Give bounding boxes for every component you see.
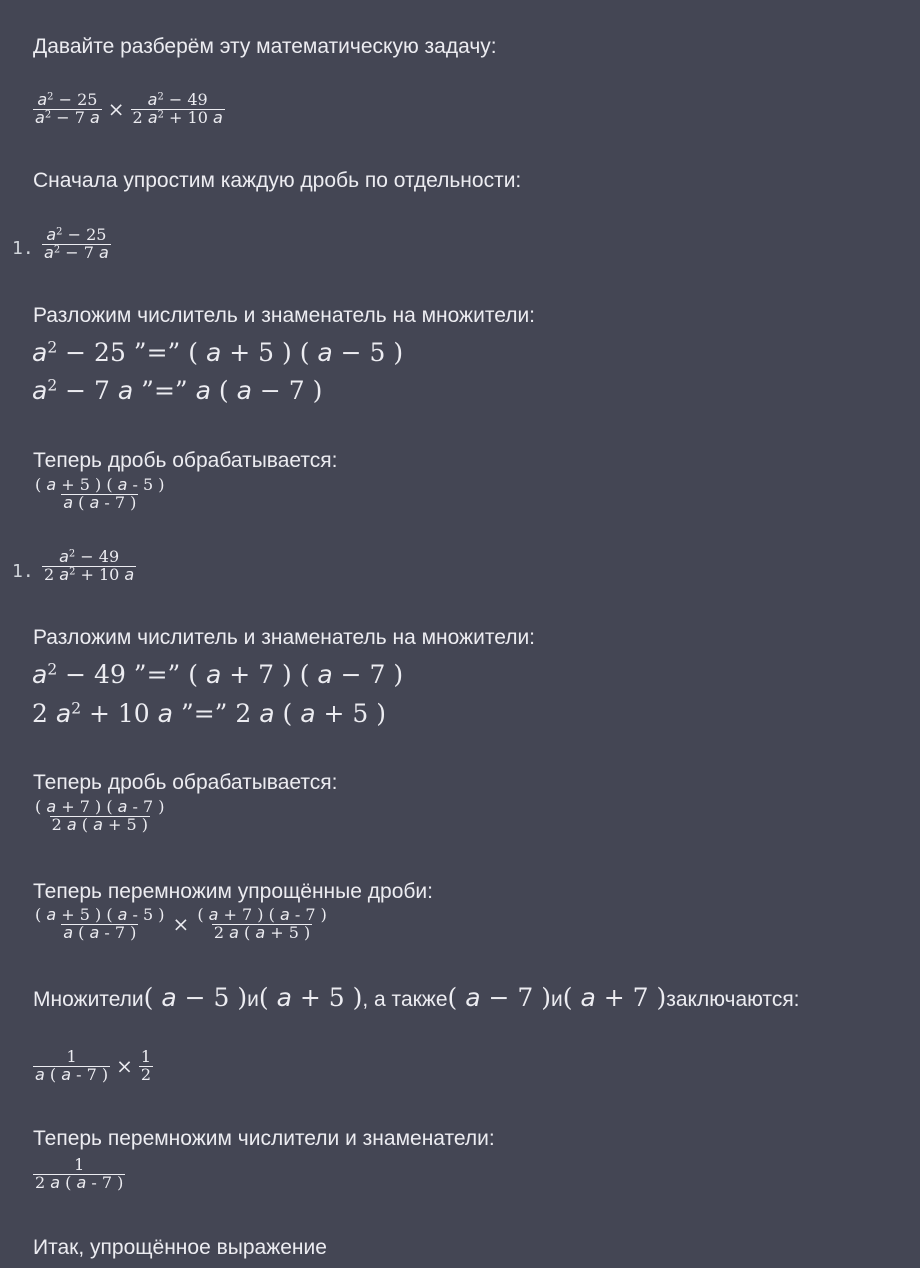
item2-result-text: Теперь дробь обрабатывается: xyxy=(33,771,338,794)
fraction-numerator: $a^2 - 49$ xyxy=(59,547,120,566)
multiply-sign: × xyxy=(116,1054,133,1079)
list-item-number: 1. xyxy=(12,238,34,259)
item2-equation-1: $a^2 - 49$ ”=” ( a + 7 ) ( a − 7 ) xyxy=(32,660,404,689)
fraction-numerator: 1 xyxy=(74,1155,85,1174)
fraction-denominator: a ( a - 7 ) xyxy=(35,1064,109,1084)
main-fraction-1 xyxy=(33,92,102,127)
fraction-denominator: $a^2 - 7$ a xyxy=(44,242,109,262)
fraction-denominator: 2 a ( a + 5 ) xyxy=(213,922,311,942)
fraction-numerator: $a^2 - 25$ xyxy=(37,90,98,109)
fraction-numerator: 1 xyxy=(66,1047,77,1066)
fraction-numerator: ( a + 5 ) ( a - 5 ) xyxy=(35,475,165,494)
multiply-sign: × xyxy=(107,97,125,122)
factor-a-minus-5: ( a − 5 ) xyxy=(143,983,248,1012)
factor-a-plus-7: ( a + 7 ) xyxy=(562,983,667,1012)
list-item-number: 1. xyxy=(12,561,34,582)
cancel-text-5: заключаются: xyxy=(666,988,800,1011)
item2-factor-text: Разложим числитель и знаменатель на множители: xyxy=(33,626,536,649)
cancel-line xyxy=(33,985,800,1013)
main-expression xyxy=(33,92,225,127)
fraction-numerator: ( a + 5 ) ( a - 5 ) xyxy=(35,905,165,924)
item1-fraction xyxy=(42,227,111,262)
cancel-text-3: , а также xyxy=(362,988,448,1011)
fraction-denominator: a ( a - 7 ) xyxy=(63,492,137,512)
fraction-numerator: $a^2 - 25$ xyxy=(46,225,107,244)
cancel-text-4: и xyxy=(551,988,563,1011)
conclusion-text: Итак, упрощённое выражение xyxy=(33,1236,327,1259)
item1-equation-2: $a^2 - 7$ a ”=” a ( a − 7 ) xyxy=(32,376,323,405)
item1-result-text: Теперь дробь обрабатывается: xyxy=(33,449,338,472)
fraction-numerator: 1 xyxy=(140,1047,152,1066)
fraction-denominator: 2 $a^2 + 10$ a xyxy=(44,564,135,584)
fraction-numerator: $a^2 - 49$ xyxy=(147,90,208,109)
item1-equation-1: $a^2 - 25$ ”=” ( a + 5 ) ( a − 5 ) xyxy=(32,338,404,367)
fraction-denominator: 2 xyxy=(140,1064,152,1084)
fraction-denominator: a ( a - 7 ) xyxy=(63,922,137,942)
fraction-denominator: $a^2 - 7$ a xyxy=(35,107,100,127)
item1-factor-text: Разложим числитель и знаменатель на множители: xyxy=(33,304,536,327)
item2-result-fraction xyxy=(33,799,167,834)
fraction-numerator: ( a + 7 ) ( a - 7 ) xyxy=(197,905,327,924)
fraction-denominator: 2 a ( a + 5 ) xyxy=(51,814,148,834)
cancel-expression xyxy=(33,1049,153,1084)
cancel-text-1: Множители xyxy=(33,988,144,1011)
fraction-denominator: 2 a ( a - 7 ) xyxy=(35,1172,124,1192)
multiply-expression xyxy=(33,907,329,942)
final-fraction xyxy=(33,1157,125,1192)
intro-text: Давайте разберём эту математическую задачу: xyxy=(33,35,497,58)
item2-fraction xyxy=(42,549,136,584)
fraction-denominator: 2 $a^2 + 10$ a xyxy=(132,107,223,127)
num-den-text: Теперь перемножим числители и знаменатели: xyxy=(33,1127,495,1150)
multiply-text: Теперь перемножим упрощённые дроби: xyxy=(33,880,433,903)
main-fraction-2 xyxy=(131,92,225,127)
fraction-numerator: ( a + 7 ) ( a - 7 ) xyxy=(35,797,165,816)
step-intro-text: Сначала упростим каждую дробь по отдельности: xyxy=(33,169,522,192)
item1-result-fraction xyxy=(33,477,167,512)
factor-a-plus-5: ( a + 5 ) xyxy=(258,983,363,1012)
factor-a-minus-7: ( a − 7 ) xyxy=(447,983,552,1012)
cancel-text-2: и xyxy=(247,988,259,1011)
item2-equation-2: 2 $a^2 + 10$ a ”=” 2 a ( a + 5 ) xyxy=(32,699,387,728)
multiply-sign: × xyxy=(172,912,190,937)
